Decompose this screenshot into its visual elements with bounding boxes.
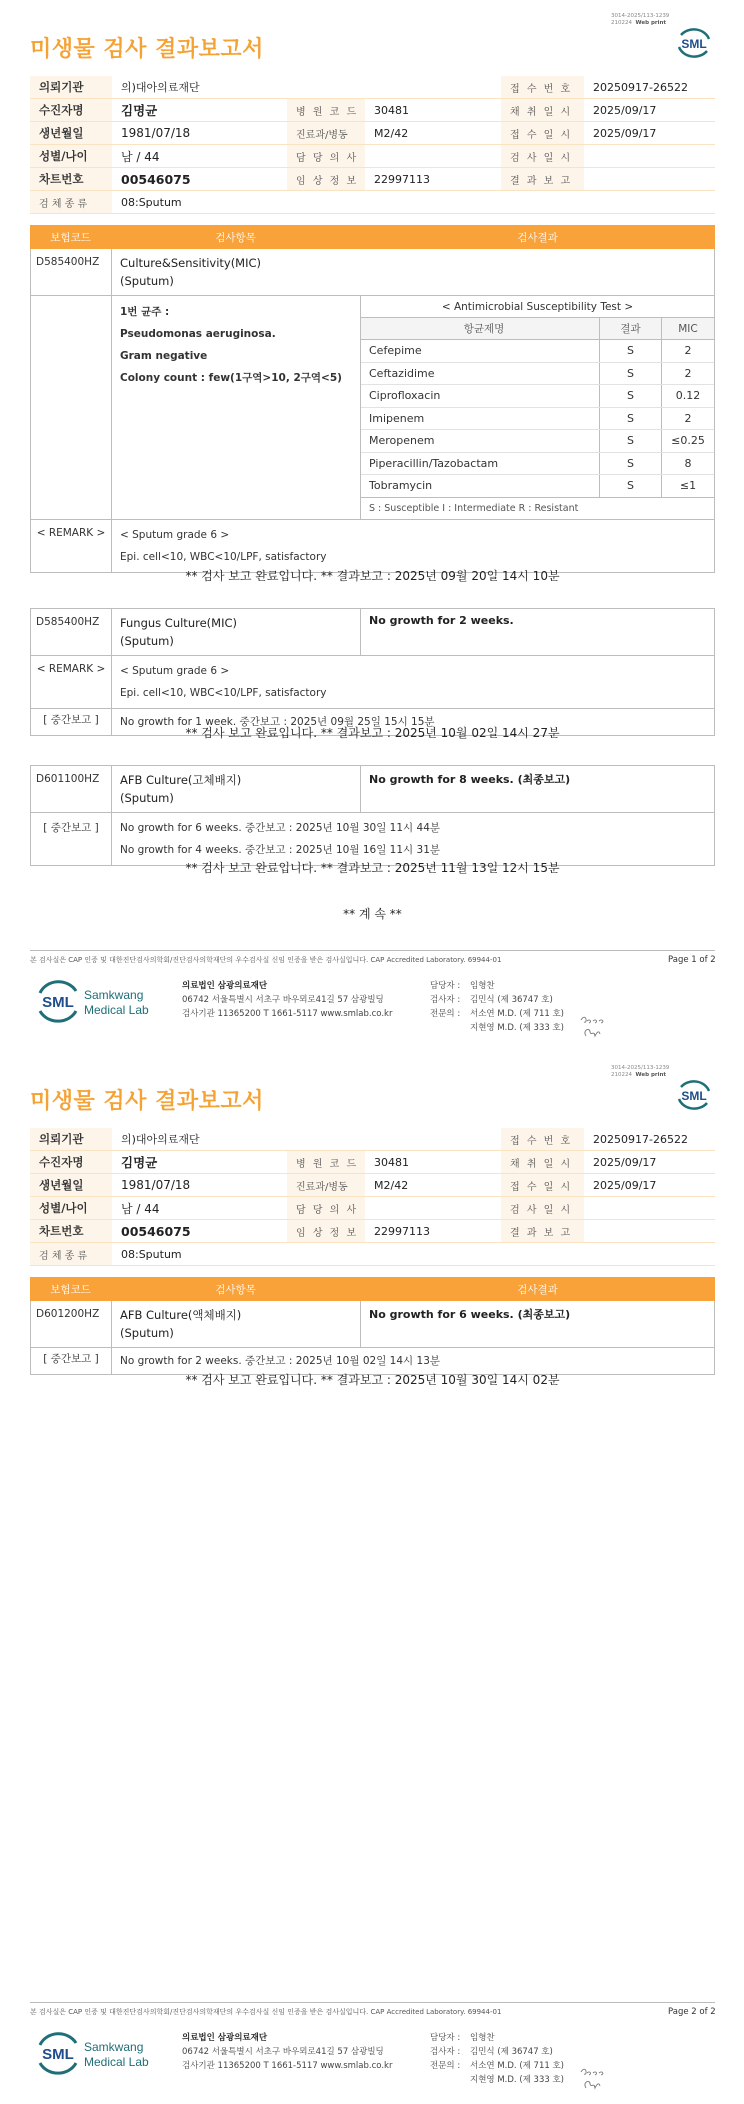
header-label: 결 과 보 고 [501,1220,584,1242]
antibiotic-row: Ceftazidime S 2 [361,363,714,386]
test-item: Fungus Culture(MIC) (Sputum) [112,609,361,655]
header-row [30,1220,715,1243]
table-header [30,225,715,249]
header-value: 2025/09/17 [593,1178,657,1192]
header-label: 접 수 일 시 [501,122,584,144]
patient-name: 김명균 [121,1155,158,1170]
svg-text:SML: SML [681,37,707,51]
table-row [31,1301,714,1347]
afb-solid-test-table [30,765,715,866]
col-item: 검사항목 [215,231,256,244]
header-value: 2025/09/17 [593,1155,657,1169]
svg-text:Medical Lab: Medical Lab [84,2055,149,2069]
test-item: AFB Culture(고체배지) (Sputum) [112,766,361,812]
remark-text: < Sputum grade 6 > Epi. cell<10, WBC<10/LPF, satisfactory [120,528,327,563]
print-stamp: 3014-2025/113-1239 210224 Web print [611,1065,670,1078]
antibiotic-row: Tobramycin S ≤1 [361,475,714,498]
header-row [30,1151,715,1174]
header-label: 접 수 번 호 [501,1128,584,1150]
antibiotic-row: Meropenem S ≤0.25 [361,430,714,453]
report-complete-note: ** 검사 보고 완료입니다. ** 결과보고 : 2025년 10월 30일 14시 02분 [185,1373,560,1387]
specimen-type: 08:Sputum [121,195,182,209]
remark-row [31,519,714,572]
lab-info: 의료법인 삼광의료재단 06742 서울특별시 서초구 바우뫼로41길 57 삼광빌딩 검사기관 11365200 T 1661-5117 www.smlab.co.kr [182,981,393,1019]
header-label: 수진자명 [30,99,112,121]
header-value [584,168,715,190]
header-value: 2025/09/17 [593,126,657,140]
header-label: 검 체 종 류 [30,1243,112,1265]
report-page-2 [0,1052,744,2104]
remark-label: < REMARK > [31,656,112,708]
header-label: 진료과/병동 [287,122,365,144]
report-title: 미생물 검사 결과보고서 [30,37,264,62]
header-label: 담 당 의 사 [287,145,365,167]
header-value [365,1197,501,1219]
header-value: 20250917-26522 [593,80,688,94]
insurance-code: D601200HZ [31,1301,112,1347]
header-label: 검 체 종 류 [30,191,112,213]
header-label: 담 당 의 사 [287,1197,365,1219]
col-result: 검사결과 [517,231,558,244]
result-legend: S : Susceptible I : Intermediate R : Resistant [369,502,579,514]
page-number: Page 1 of 2 [668,955,716,965]
header-label: 임 상 정 보 [287,168,365,190]
header-value [584,1197,715,1219]
header-row [30,99,715,122]
remark-row [31,655,714,708]
chart-number: 00546075 [121,171,191,187]
header-value: 20250917-26522 [593,1132,688,1146]
header-row [30,1128,715,1151]
report-title: 미생물 검사 결과보고서 [30,1089,264,1114]
antibiotic-row: Imipenem S 2 [361,408,714,431]
header-value [365,145,501,167]
accreditation-note: 본 검사실은 CAP 인증 및 대한진단검사의학회/진단검사의학재단의 우수검사실 신임 인증을 받은 검사실입니다. CAP Accredited Laboratory. 69944-01 [30,2008,502,2016]
mic-test-table [30,225,715,573]
table-header [30,1277,715,1301]
header-value: 남 / 44 [121,1201,160,1216]
susceptibility-panel [361,296,714,519]
insurance-code: D585400HZ [31,609,112,655]
header-row [30,191,715,214]
col-code: 보험코드 [50,1283,91,1296]
header-label: 차트번호 [30,168,112,190]
svg-text:SML: SML [42,2046,74,2063]
samkwang-logo-icon [36,979,149,1023]
sml-logo-icon [675,26,713,60]
header-value: 남 / 44 [121,149,160,164]
patient-header [30,1128,715,1266]
header-row [30,1243,715,1266]
interim-label: [ 중간보고 ] [31,813,112,865]
signature-icon [578,2062,610,2092]
header-label: 병 원 코 드 [287,1151,365,1173]
header-value: 30481 [374,103,409,117]
interim-label: [ 중간보고 ] [31,1348,112,1374]
header-label: 결 과 보 고 [501,168,584,190]
patient-header [30,76,715,214]
antibiotic-row: Cefepime S 2 [361,340,714,363]
svg-text:SML: SML [681,1089,707,1103]
svg-text:Samkwang: Samkwang [84,2040,144,2054]
organism-info: 1번 균주 : Pseudomonas aeruginosa. Gram negative Colony count : few(1구역>10, 2구역<5) [112,296,361,519]
header-label: 검 사 일 시 [501,1197,584,1219]
header-value: 2025/09/17 [593,103,657,117]
header-label: 임 상 정 보 [287,1220,365,1242]
remark-text: < Sputum grade 6 > Epi. cell<10, WBC<10/LPF, satisfactory [120,665,327,699]
header-row [30,122,715,145]
col-result: 검사결과 [517,1283,558,1296]
svg-text:Medical Lab: Medical Lab [84,1003,149,1017]
remark-label: < REMARK > [31,520,112,572]
page-number: Page 2 of 2 [668,2007,716,2017]
test-result: No growth for 8 weeks. (최종보고) [369,773,571,786]
lab-info: 의료법인 삼광의료재단 06742 서울특별시 서초구 바우뫼로41길 57 삼광빌딩 검사기관 11365200 T 1661-5117 www.smlab.co.kr [182,2033,393,2071]
table-row [31,249,714,295]
samkwang-logo-icon [36,2031,149,2075]
header-row [30,1197,715,1220]
footer-divider [30,2002,715,2003]
report-complete-note: ** 검사 보고 완료입니다. ** 결과보고 : 2025년 11월 13일 12시 15분 [185,861,560,875]
signature-icon [578,1010,610,1040]
afb-liquid-test-table [30,1277,715,1375]
antibiotic-row: Ciprofloxacin S 0.12 [361,385,714,408]
header-value: 22997113 [374,172,430,186]
header-row [30,168,715,191]
header-label: 진료과/병동 [287,1174,365,1196]
interim-text: No growth for 6 weeks. 중간보고 : 2025년 10월 30일 11시 44분 No growth for 4 weeks. 중간보고 : 2025년 10월 16일 11시 31분 [120,822,441,856]
header-label: 성별/나이 [30,1197,112,1219]
insurance-code: D585400HZ [31,249,112,295]
table-row [31,609,714,655]
header-label: 접 수 번 호 [501,76,584,98]
antibiotic-row: Piperacillin/Tazobactam S 8 [361,453,714,476]
header-row [30,1174,715,1197]
header-value [584,145,715,167]
test-result: No growth for 6 weeks. (최종보고) [369,1308,571,1321]
chart-number: 00546075 [121,1223,191,1239]
interim-row [31,812,714,865]
header-value: 1981/07/18 [121,126,191,140]
footer-divider [30,950,715,951]
fungus-test-table [30,608,715,736]
col-code: 보험코드 [50,231,91,244]
interim-label: [ 중간보고 ] [31,709,112,735]
table-row [31,766,714,812]
header-value: 의)대아의료재단 [121,1133,200,1146]
patient-name: 김명균 [121,103,158,118]
staff-list: 담당자 : 임형찬 검사자 : 김민식 (제 36747 호) 전문의 : 서소연 M.D. (제 711 호) 지현영 M.D. (제 333 호) [430,981,565,1033]
insurance-code: D601100HZ [31,766,112,812]
panel-title: < Antimicrobial Susceptibility Test > [361,296,714,318]
header-label: 차트번호 [30,1220,112,1242]
continued-note: ** 계 속 ** [343,907,402,921]
sml-logo-icon [675,1078,713,1112]
header-row [30,76,715,99]
header-label: 검 사 일 시 [501,145,584,167]
print-stamp: 3014-2025/113-1239 210224 Web print [611,13,670,26]
header-label: 성별/나이 [30,145,112,167]
header-value [584,1220,715,1242]
interim-text: No growth for 2 weeks. 중간보고 : 2025년 10월 02일 14시 13분 [120,1355,441,1367]
header-label: 접 수 일 시 [501,1174,584,1196]
header-value: 1981/07/18 [121,1178,191,1192]
test-result: No growth for 2 weeks. [369,614,514,627]
test-item: AFB Culture(액체배지) (Sputum) [112,1301,361,1347]
svg-text:SML: SML [42,994,74,1011]
header-value: M2/42 [374,126,409,140]
test-item: Culture&Sensitivity(MIC) (Sputum) [120,256,262,288]
table-row [31,295,714,519]
report-complete-note: ** 검사 보고 완료입니다. ** 결과보고 : 2025년 09월 20일 14시 10분 [185,569,560,583]
col-item: 검사항목 [215,1283,256,1296]
specimen-type: 08:Sputum [121,1247,182,1261]
accreditation-note: 본 검사실은 CAP 인증 및 대한진단검사의학회/진단검사의학재단의 우수검사실 신임 인증을 받은 검사실입니다. CAP Accredited Laboratory. 69944-01 [30,956,502,964]
interim-row [31,1347,714,1374]
header-value: M2/42 [374,1178,409,1192]
header-label: 채 취 일 시 [501,99,584,121]
header-value: 22997113 [374,1224,430,1238]
svg-text:Samkwang: Samkwang [84,988,144,1002]
header-label: 수진자명 [30,1151,112,1173]
report-complete-note: ** 검사 보고 완료입니다. ** 결과보고 : 2025년 10월 02일 14시 27분 [185,726,560,740]
header-label: 생년월일 [30,1174,112,1196]
header-value: 30481 [374,1155,409,1169]
header-label: 생년월일 [30,122,112,144]
header-label: 병 원 코 드 [287,99,365,121]
staff-list: 담당자 : 임형찬 검사자 : 김민식 (제 36747 호) 전문의 : 서소연 M.D. (제 711 호) 지현영 M.D. (제 333 호) [430,2033,565,2085]
header-row [30,145,715,168]
header-label: 채 취 일 시 [501,1151,584,1173]
header-value: 의)대아의료재단 [121,81,200,94]
header-label: 의뢰기관 [30,76,112,98]
header-label: 의뢰기관 [30,1128,112,1150]
panel-header: 항균제명 결과 MIC [361,318,714,340]
interim-text: No growth for 1 week. 중간보고 : 2025년 09월 25일 15시 15분 [120,716,435,728]
